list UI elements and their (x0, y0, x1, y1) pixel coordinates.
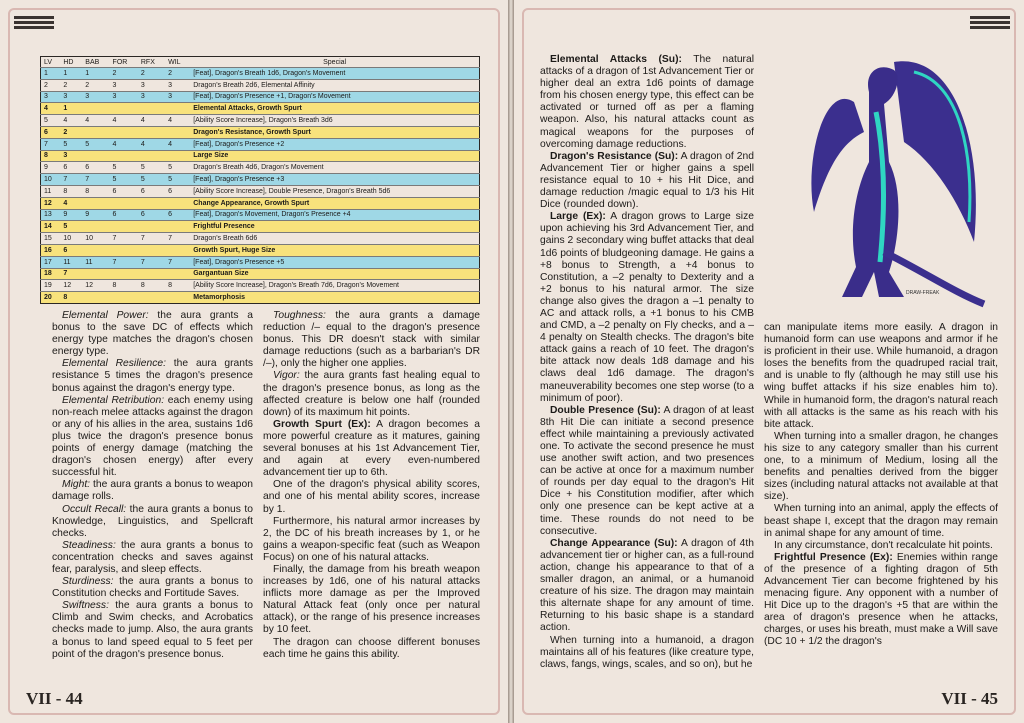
stat-cell: 4 (41, 103, 61, 115)
stat-cell: 7 (60, 174, 82, 186)
table-row (41, 268, 480, 280)
stat-cell: 20 (41, 292, 61, 304)
term-label: Elemental Power: (62, 310, 149, 321)
stat-cell: 5 (138, 174, 165, 186)
stat-cell: 4 (165, 138, 190, 150)
page-number: VII - 45 (941, 689, 998, 708)
paragraph-text: The natural attacks of a dragon of 1st Advancement Tier or higher deal an extra 1d6 points of damage from his chosen energy type, this effect can be activated or turned off as per a flaming weapon. Also, his natural attacks count as magical weapons for the purposes of overcoming damage reductions. (540, 54, 754, 150)
stat-cell: 3 (138, 79, 165, 91)
stat-cell: 4 (110, 138, 138, 150)
stat-cell: 8 (110, 280, 138, 292)
paragraph (52, 310, 253, 358)
page-number: VII - 44 (26, 689, 83, 708)
dragon-right-wing (894, 61, 976, 242)
ability-heading: Double Presence (Su): (550, 404, 661, 416)
right-page (514, 0, 1024, 723)
special-cell: Dragon's Breath 4d6, Dragon's Movement (190, 162, 479, 174)
stat-cell: 3 (165, 91, 190, 103)
stat-cell: 10 (82, 233, 109, 245)
paragraph (52, 504, 253, 540)
stat-cell: 5 (165, 162, 190, 174)
stat-cell: 19 (41, 280, 61, 292)
stat-cell: 11 (41, 185, 61, 197)
stat-cell: 6 (110, 185, 138, 197)
paragraph-text: A dragon becomes a more powerful creature as it matures, gaining several bonuses at his 1st Advancement Tier, and again at every even-numbered advancement tier up to 6th. (263, 418, 480, 479)
stat-cell: 5 (60, 221, 82, 233)
ability-heading: Elemental Attacks (Su): (550, 54, 682, 65)
paragraph-text: can manipulate items more easily. A dragon in humanoid form can use weapons and armor if he is proficient in their use. While humanoid, a dragon loses the benefits from the quadruped racial trait, and is unable to fly (although he may still use his wing buffet attacks if his size enables him to). While in humanoid form, the dragon's natural reach with all attacks is the same as his reach with his bite attack. (764, 322, 998, 430)
stat-cell: 6 (60, 162, 82, 174)
stat-cell (110, 150, 138, 162)
paragraph (540, 405, 754, 538)
paragraph (52, 479, 253, 503)
paragraph (764, 322, 998, 431)
stat-cell: 2 (82, 79, 109, 91)
stat-cell: 8 (82, 185, 109, 197)
stat-cell (138, 103, 165, 115)
stat-cell (82, 197, 109, 209)
stat-cell: 8 (165, 280, 190, 292)
stat-cell: 5 (82, 138, 109, 150)
stat-cell: 8 (60, 185, 82, 197)
special-cell: [Feat], Dragon's Presence +1, Dragon's Movement (190, 91, 479, 103)
stat-cell: 3 (110, 91, 138, 103)
column-header: HD (63, 58, 74, 66)
stat-cell: 3 (60, 91, 82, 103)
stat-cell: 3 (165, 79, 190, 91)
stat-cell (82, 221, 109, 233)
stat-cell (82, 150, 109, 162)
special-cell: [Feat], Dragon's Breath 1d6, Dragon's Movement (190, 68, 479, 80)
special-cell: [Feat], Dragon's Presence +5 (190, 256, 479, 268)
stat-cell: 6 (110, 209, 138, 221)
table-row (41, 79, 480, 91)
column-header: FOR (112, 58, 128, 66)
stat-cell: 5 (41, 115, 61, 127)
special-cell: [Ability Score Increase], Dragon's Breath 7d6, Dragon's Movement (190, 280, 479, 292)
stat-cell: 8 (138, 280, 165, 292)
table-row (41, 197, 480, 209)
paragraph (540, 54, 754, 151)
stat-cell: 10 (41, 174, 61, 186)
term-label: Occult Recall: (62, 503, 127, 515)
column-header: BAB (85, 58, 100, 66)
stat-cell (82, 126, 109, 138)
paragraph (263, 310, 480, 370)
special-cell: [Feat], Dragon's Presence +2 (190, 138, 479, 150)
paragraph-text: the aura grants a bonus to weapon damage rolls. (52, 479, 253, 503)
paragraph (263, 516, 480, 564)
paragraph (52, 395, 253, 480)
special-cell: [Ability Score Increase], Dragon's Breath 3d6 (190, 115, 479, 127)
stat-cell: 1 (82, 68, 109, 80)
paragraph (52, 358, 253, 394)
special-cell: Growth Spurt, Huge Size (190, 244, 479, 256)
paragraph (540, 211, 754, 405)
paragraph-text: A dragon grows to Large size upon achieving his 3rd Advancement Tier, and gains 2 secondary wing buffet attacks that deal 1d6 points of bludgeoning damage. He gains a +8 bonus to Strength, a +4 bonus to Constitution, a –2 penalty to Dexterity and a +2 bonus to his natural armor. The size change also gives the dragon a –1 penalty to AC and attack rolls, a +1 bonus to his CMB and CMD, a –2 penalty on Fly checks, and a –4 penalty on Stealth checks. The dragon's bite attack gains a reach of 10 feet. The dragon's bite attack now deals 1d8 damage and his claws deal 1d6 damage. The dragon's maneuverability becomes one step worse (to a minimum of poor). (540, 211, 754, 404)
stat-cell (82, 244, 109, 256)
stat-cell: 11 (60, 256, 82, 268)
special-cell: Dragon's Breath 6d6 (190, 233, 479, 245)
paragraph-text: The dragon can choose different bonuses each time he gains this ability. (263, 636, 480, 660)
stat-cell (110, 126, 138, 138)
paragraph (540, 151, 754, 211)
table-row (41, 221, 480, 233)
stat-cell: 1 (60, 68, 82, 80)
stat-cell: 9 (41, 162, 61, 174)
special-cell: Dragon's Resistance, Growth Spurt (190, 126, 479, 138)
stat-cell: 2 (60, 126, 82, 138)
paragraph-text: the aura grants fast healing equal to the dragon's presence bonus, as long as the affected creature is below one half (rounded down) of its maximum hit points. (263, 370, 480, 418)
term-label: Elemental Retribution: (62, 394, 165, 406)
stat-cell: 18 (41, 268, 61, 280)
stat-cell: 2 (60, 79, 82, 91)
term-label: Vigor: (273, 370, 300, 382)
table-header-row (41, 57, 480, 68)
dragon-illustration (784, 42, 994, 312)
stat-cell: 4 (138, 115, 165, 127)
stat-cell: 6 (41, 126, 61, 138)
stat-cell (138, 150, 165, 162)
stat-cell (110, 103, 138, 115)
term-label: Sturdiness: (62, 576, 114, 588)
special-cell: Dragon's Breath 2d6, Elemental Affinity (190, 79, 479, 91)
left-page (0, 0, 508, 723)
stat-cell: 2 (110, 68, 138, 80)
stat-cell (138, 126, 165, 138)
paragraph-text: Furthermore, his natural armor increases by 2, the DC of his breath increases by 1, or he gains a weapon-specific feat (such as Weapon Focus) on one of his natural attacks. (263, 515, 480, 563)
stat-cell: 8 (60, 292, 82, 304)
term-label: Toughness: (273, 310, 326, 321)
table-row (41, 150, 480, 162)
stat-cell: 1 (41, 68, 61, 80)
stat-cell: 5 (60, 138, 82, 150)
advancement-table (40, 56, 480, 304)
special-cell: [Feat], Dragon's Movement, Dragon's Presence +4 (190, 209, 479, 221)
paragraph-text: One of the dragon's physical ability scores, and one of his mental ability scores, increase by 1. (263, 479, 480, 515)
stat-cell: 4 (110, 115, 138, 127)
stat-cell: 12 (82, 280, 109, 292)
ability-heading: Change Appearance (Su): (550, 537, 678, 549)
stat-cell: 7 (60, 268, 82, 280)
table-row (41, 115, 480, 127)
stat-cell (138, 268, 165, 280)
stat-cell: 6 (60, 244, 82, 256)
stat-cell: 7 (82, 174, 109, 186)
stat-cell: 3 (138, 91, 165, 103)
right-column-2 (764, 322, 998, 649)
stat-cell (82, 268, 109, 280)
term-label: Swiftness: (62, 600, 109, 612)
paragraph-text: A dragon of 2nd Advancement Tier or higher gains a spell resistance equal to 10 + his Hit Dice, and damage reduction /magic equal to 1/3 his Hit Dice (rounded down). (540, 150, 754, 211)
stat-cell (110, 292, 138, 304)
stat-cell: 6 (138, 209, 165, 221)
stat-cell: 10 (60, 233, 82, 245)
paragraph (540, 635, 754, 671)
ability-heading: Growth Spurt (Ex): (273, 418, 371, 430)
paragraph (540, 538, 754, 635)
special-cell: [Feat], Dragon's Presence +3 (190, 174, 479, 186)
paragraph-text: Enemies within range of the presence of a fighting dragon of 5th Advancement Tier can become frightened by his menacing figure. Any opponent with a number of Hit Dice up to the dragon's +5 that are within the area of dragon's presence when he attacks, charges, or uses his breath, must make a Will save (DC 10 + 1/2 the dragon's (764, 551, 998, 648)
stat-cell (138, 244, 165, 256)
special-cell: Metamorphosis (190, 292, 479, 304)
stat-cell: 14 (41, 221, 61, 233)
stat-cell: 7 (138, 256, 165, 268)
stat-cell: 9 (60, 209, 82, 221)
stat-cell (110, 268, 138, 280)
ability-heading: Dragon's Resistance (Su): (550, 150, 679, 162)
paragraph (263, 637, 480, 661)
stat-cell: 3 (82, 91, 109, 103)
stat-cell: 7 (165, 233, 190, 245)
paragraph-text: the aura grants resistance 5 times the dragon's presence bonus against the dragon's energy type. (52, 358, 254, 394)
stat-cell: 6 (165, 209, 190, 221)
special-cell: Gargantuan Size (190, 268, 479, 280)
stat-cell: 9 (82, 209, 109, 221)
table-row (41, 233, 480, 245)
stat-cell: 12 (60, 280, 82, 292)
special-cell: Elemental Attacks, Growth Spurt (190, 103, 479, 115)
paragraph-text: the aura grants a damage reduction /– equal to the dragon's presence bonus. This DR doesn't stack with similar damage reductions (such as a barbarian's DR /–), only the higher one applies. (263, 310, 480, 370)
paragraph (263, 370, 480, 418)
paragraph (263, 419, 480, 479)
stat-cell (82, 103, 109, 115)
stat-cell: 4 (165, 115, 190, 127)
table-row (41, 244, 480, 256)
stat-cell: 12 (41, 197, 61, 209)
corner-bars-ornament (14, 14, 54, 31)
paragraph-text: A dragon of at least 8th Hit Die can initiate a second presence effect while maintaining a previously activated one. To activate the second presence he must use another swift action, and two presences can be active at once for a maximum number of rounds per day equal to the dragon's Hit Dice + his Constitution modifier, after which only one presence can be kept active at a time. These rounds do not need to be consecutive. (540, 404, 754, 537)
dragon-left-wing (811, 99, 864, 212)
table-row (41, 280, 480, 292)
stat-cell: 5 (165, 174, 190, 186)
column-header: WIL (168, 58, 181, 66)
stat-cell: 4 (82, 115, 109, 127)
stat-cell (165, 244, 190, 256)
stat-cell: 7 (138, 233, 165, 245)
column-header: RFX (140, 58, 155, 66)
stat-cell: 6 (82, 162, 109, 174)
paragraph-text: the aura grants a bonus to Constitution checks and Fortitude Saves. (52, 576, 253, 600)
paragraph (52, 576, 253, 600)
corner-bars-ornament (970, 14, 1010, 31)
stat-cell: 17 (41, 256, 61, 268)
stat-cell (165, 221, 190, 233)
paragraph-text: When turning into an animal, apply the effects of beast shape I, except that the dragon may remain in animal shape for any amount of time. (764, 503, 998, 539)
stat-cell (138, 292, 165, 304)
stat-cell: 6 (138, 185, 165, 197)
stat-cell: 5 (110, 162, 138, 174)
ability-heading: Frightful Presence (Ex): (774, 551, 893, 563)
stat-cell: 7 (165, 256, 190, 268)
special-cell: Large Size (190, 150, 479, 162)
stat-cell: 13 (41, 209, 61, 221)
stat-cell: 2 (165, 68, 190, 80)
stat-cell: 7 (110, 256, 138, 268)
column-header: LV (44, 58, 53, 66)
paragraph (52, 540, 253, 576)
paragraph-text: When turning into a humanoid, a dragon maintains all of his features (like creature type, claws, fangs, wings, scales, and so on), but he (540, 634, 754, 670)
stat-cell: 1 (60, 103, 82, 115)
stat-cell: 5 (110, 174, 138, 186)
paragraph (764, 540, 998, 552)
table-row (41, 209, 480, 221)
stat-cell: 2 (138, 68, 165, 80)
table-row (41, 91, 480, 103)
paragraph (263, 479, 480, 515)
left-column-1 (52, 310, 253, 661)
left-column-2 (263, 310, 480, 661)
term-label: Steadiness: (62, 539, 116, 551)
stat-cell: 4 (60, 115, 82, 127)
paragraph-text: Finally, the damage from his breath weapon increases by 1d6, one of his natural attacks inflicts more damage as per the Improved Natural Attack feat (only once per natural attack), or the range of his presence increases by 10 feet. (263, 563, 480, 636)
paragraph (764, 552, 998, 649)
stat-cell (138, 197, 165, 209)
table-row (41, 68, 480, 80)
stat-cell: 2 (41, 79, 61, 91)
table-row (41, 174, 480, 186)
stat-cell (82, 292, 109, 304)
stat-cell (165, 150, 190, 162)
special-cell: Frightful Presence (190, 221, 479, 233)
stat-cell (165, 268, 190, 280)
table-row (41, 162, 480, 174)
paragraph (52, 600, 253, 660)
paragraph-text: the aura grants a bonus to Knowledge, Linguistics, and Spellcraft checks. (52, 503, 253, 539)
paragraph-text: In any circumstance, don't recalculate hit points. (774, 539, 993, 551)
stat-cell: 3 (110, 79, 138, 91)
stat-cell: 15 (41, 233, 61, 245)
stat-cell (165, 197, 190, 209)
special-cell: [Ability Score Increase], Double Presence, Dragon's Breath 5d6 (190, 185, 479, 197)
right-column-1 (540, 54, 754, 671)
paragraph (764, 431, 998, 504)
stat-cell (110, 244, 138, 256)
table-row (41, 138, 480, 150)
stat-cell: 16 (41, 244, 61, 256)
table-body (41, 68, 480, 304)
stat-cell (138, 221, 165, 233)
paragraph-text: the aura grants a bonus to Climb and Swim checks, and Acrobatics checks made to jump. Also, the aura grants a bonus to land speed equal to 5 feet per point of the dragon's presence bonus. (52, 600, 253, 660)
table-row (41, 256, 480, 268)
paragraph-text: A dragon of 4th advancement tier or higher can, as a full-round action, change his appearance to that of a smaller dragon, an animal, or a humanoid creature of his size. The dragon may maintain this alternate shape for any amount of time. Returning to his basic shape is a standard action. (540, 537, 754, 634)
stat-cell: 3 (60, 150, 82, 162)
stat-cell (165, 292, 190, 304)
stat-cell (165, 126, 190, 138)
stat-cell: 7 (110, 233, 138, 245)
paragraph-text: each enemy using non-reach melee attacks against the dragon or any of his allies in the area, sustains 1d6 plus twice the dragon's presence bonus points of energy damage (matching the dragon's chosen energy) after every successful hit. (52, 394, 253, 479)
table-row (41, 126, 480, 138)
term-label: Might: (62, 479, 91, 491)
table-row (41, 103, 480, 115)
table-row (41, 292, 480, 304)
column-header: Special (323, 58, 347, 66)
stat-cell (110, 197, 138, 209)
stat-cell: 7 (41, 138, 61, 150)
paragraph-text: the aura grants a bonus to the save DC of effects which energy type matches the dragon's chosen energy type. (52, 310, 253, 358)
stat-cell (110, 221, 138, 233)
stat-cell: 6 (165, 185, 190, 197)
stat-cell: 4 (60, 197, 82, 209)
ability-heading: Large (Ex): (550, 211, 606, 223)
paragraph-text: When turning into a smaller dragon, he changes his size to any category smaller than his current one, to a minimum of Medium, losing all the benefits and penalties derived from the bigger sizes (including natural attacks not available at that size). (764, 430, 998, 503)
stat-cell: 11 (82, 256, 109, 268)
stat-cell: 4 (138, 138, 165, 150)
special-cell: Change Appearance, Growth Spurt (190, 197, 479, 209)
stat-cell (165, 103, 190, 115)
term-label: Elemental Resilience: (62, 358, 166, 370)
table-row (41, 185, 480, 197)
paragraph-text: the aura grants a bonus to concentration checks and saves against fear, paralysis, and sleep effects. (52, 539, 253, 575)
paragraph (764, 503, 998, 539)
paragraph (263, 564, 480, 637)
stat-cell: 5 (138, 162, 165, 174)
stat-cell: 3 (41, 91, 61, 103)
stat-cell: 8 (41, 150, 61, 162)
artist-signature: DRAW-FREAK (906, 290, 940, 296)
